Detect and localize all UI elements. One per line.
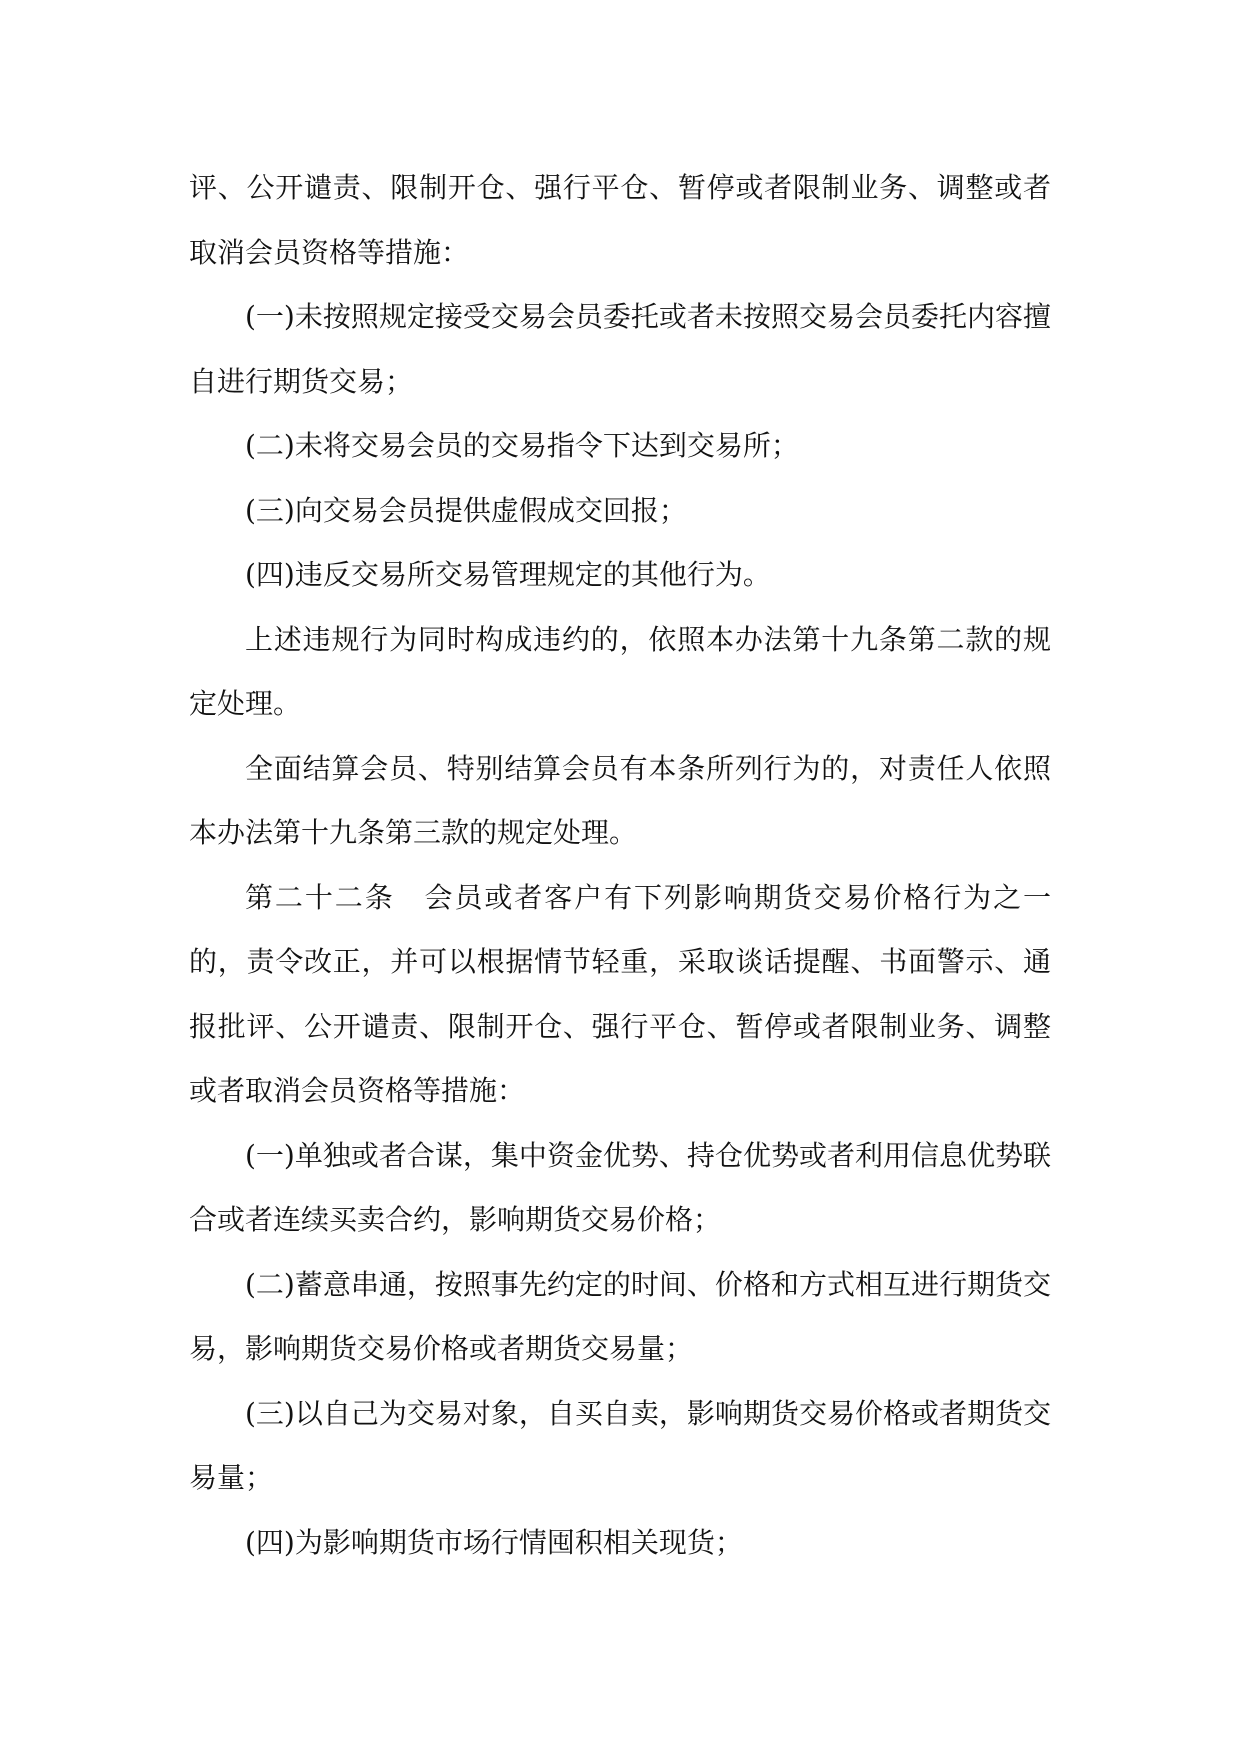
paragraph-article-22: 第二十二条 会员或者客户有下列影响期货交易价格行为之一的，责令改正，并可以根据情节轻重，采取谈话提醒、书面警示、通报批评、公开谴责、限制开仓、强行平仓、暂停或者限制业务、调整或者取消会员资格等措施： bbox=[189, 880, 1051, 1107]
paragraph-article-22-item-2: (二)蓄意串通，按照事先约定的时间、价格和方式相互进行期货交易，影响期货交易价格或者期货交易量； bbox=[189, 1267, 1051, 1365]
paragraph-item-4: (四)违反交易所交易管理规定的其他行为。 bbox=[245, 558, 771, 591]
paragraph-continuation: 评、公开谴责、限制开仓、强行平仓、暂停或者限制业务、调整或者取消会员资格等措施： bbox=[189, 171, 1051, 269]
paragraph-article-22-item-3: (三)以自己为交易对象，自买自卖，影响期货交易价格或者期货交易量； bbox=[189, 1396, 1051, 1494]
paragraph-clearing-member-note: 全面结算会员、特别结算会员有本条所列行为的，对责任人依照本办法第十九条第三款的规定处理。 bbox=[189, 751, 1051, 849]
paragraph-item-1: (一)未按照规定接受交易会员委托或者未按照交易会员委托内容擅自进行期货交易； bbox=[189, 300, 1051, 398]
paragraph-violation-note: 上述违规行为同时构成违约的，依照本办法第十九条第二款的规定处理。 bbox=[189, 622, 1051, 720]
paragraph-article-22-item-1: (一)单独或者合谋，集中资金优势、持仓优势或者利用信息优势联合或者连续买卖合约，影响期货交易价格； bbox=[189, 1138, 1051, 1236]
paragraph-item-3: (三)向交易会员提供虚假成交回报； bbox=[245, 493, 687, 527]
paragraph-item-2: (二)未将交易会员的交易指令下达到交易所； bbox=[245, 429, 799, 462]
document-body bbox=[189, 156, 1051, 1575]
paragraph-article-22-item-4: (四)为影响期货市场行情囤积相关现货； bbox=[245, 1525, 743, 1559]
